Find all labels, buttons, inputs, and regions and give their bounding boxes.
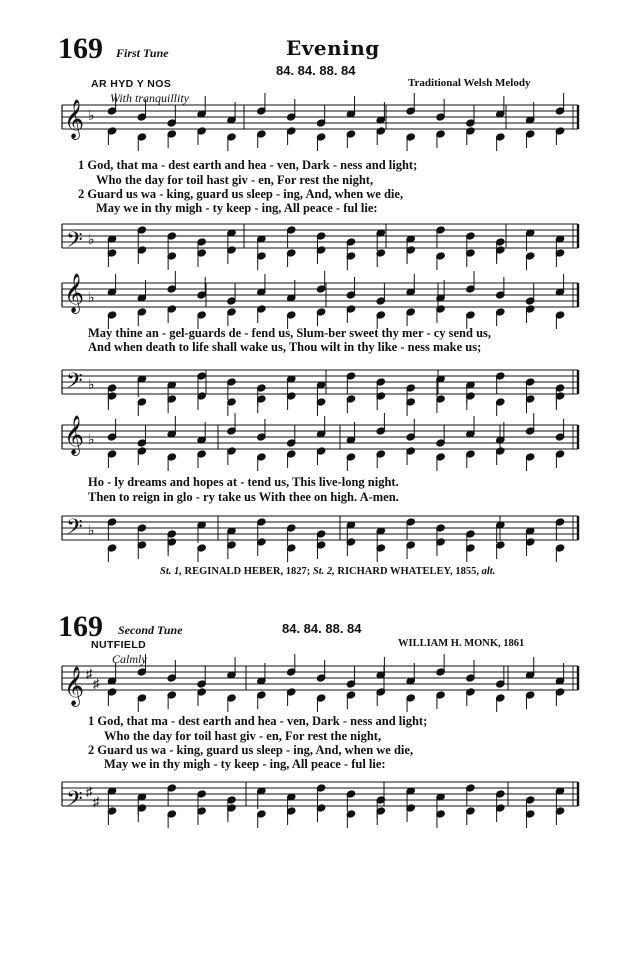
sharp-icon: ♯ (86, 784, 93, 799)
hymn-number: 169 (58, 32, 103, 65)
text-credit: St. 1, REGINALD HEBER, 1827; St. 2, RICHARD WHATELEY, 1855, alt. (160, 566, 496, 577)
second-tune-name: NUTFIELD (91, 639, 147, 651)
hymn-title: Evening (286, 36, 380, 60)
lyric-line: May we in thy migh - ty keep - ing, All peace - ful lie: (104, 757, 386, 771)
first-tune-meter: 84. 84. 88. 84 (276, 63, 356, 78)
bass-clef-icon: 𝄢 (66, 787, 83, 817)
bass-clef-icon: 𝄢 (66, 515, 83, 545)
first-tune-tempo: With tranquillity (110, 91, 190, 105)
bass-clef-icon: 𝄢 (66, 369, 83, 399)
lyric-line: 1 God, that ma - dest earth and hea - ven, Dark - ness and light; (78, 158, 418, 172)
lyric-line: And when death to life shall wake us, Thou wilt in thy like - ness make us; (88, 340, 482, 354)
lyric-line: 2 Guard us wa - king, guard us sleep - ing, And, when we die, (78, 187, 404, 201)
lyric-line: May we in thy migh - ty keep - ing, All peace - ful lie: (96, 201, 378, 215)
sharp-icon: ♯ (93, 794, 100, 809)
lyric-line: 2 Guard us wa - king, guard us sleep - ing, And, when we die, (88, 743, 414, 757)
second-tune-meter: 84. 84. 88. 84 (282, 621, 362, 636)
flat-icon: ♭ (88, 378, 95, 393)
flat-icon: ♭ (88, 233, 95, 248)
lyric-line: Then to reign in glo - ry take us With thee on high. A-men. (88, 490, 399, 504)
sharp-icon: ♯ (86, 666, 93, 681)
flat-icon: ♭ (88, 109, 95, 124)
lyric-line: Ho - ly dreams and hopes at - tend us, This live-long night. (88, 475, 399, 489)
lyric-line: Who the day for toil hast giv - en, For rest the night, (96, 173, 374, 187)
treble-clef-icon: 𝄞 (64, 415, 85, 455)
second-tune-label: Second Tune (118, 623, 183, 637)
flat-icon: ♭ (88, 433, 95, 448)
second-tune-composer: WILLIAM H. MONK, 1861 (398, 638, 525, 649)
treble-clef-icon: 𝄞 (64, 666, 85, 706)
first-tune-name: AR HYD Y NOS (91, 78, 172, 90)
hymn-number-second: 169 (58, 610, 103, 643)
treble-clef-icon: 𝄞 (64, 273, 85, 313)
sharp-icon: ♯ (93, 676, 100, 691)
lyric-line: 1 God, that ma - dest earth and hea - ven, Dark - ness and light; (88, 714, 428, 728)
second-tune-tempo: Calmly (112, 652, 147, 666)
treble-clef-icon: 𝄞 (64, 99, 85, 139)
lyric-line: Who the day for toil hast giv - en, For rest the night, (104, 729, 382, 743)
flat-icon: ♭ (88, 524, 95, 539)
first-tune-label: First Tune (116, 46, 169, 60)
lyric-line: May thine an - gel-guards de - fend us, Slum-ber sweet thy mer - cy send us, (88, 326, 492, 340)
flat-icon: ♭ (88, 291, 95, 306)
first-tune-composer: Traditional Welsh Melody (408, 77, 531, 89)
bass-clef-icon: 𝄢 (66, 228, 83, 258)
